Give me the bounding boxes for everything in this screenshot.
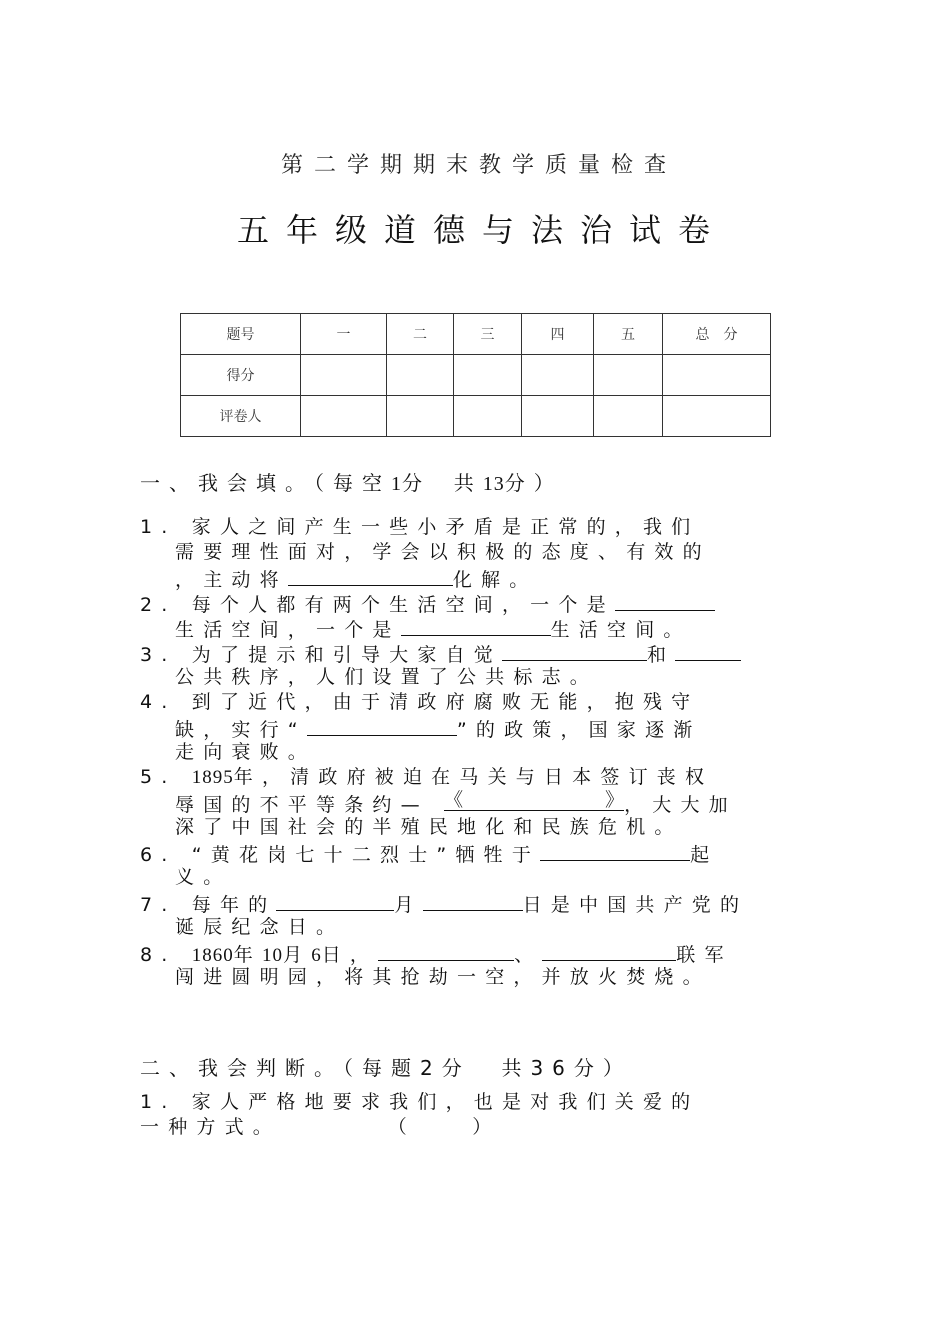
question-text: 月	[394, 894, 423, 916]
question-text: 走向衰败。	[175, 741, 317, 763]
s1-q3-line1	[140, 640, 741, 665]
question-text: 公共秩序，人们设置了公共标志。	[175, 666, 599, 688]
question-text: 月	[282, 944, 312, 966]
day-number: 6	[311, 945, 322, 966]
answer-blank[interactable]	[502, 640, 647, 661]
question-text: 每年的	[191, 894, 277, 916]
s1-q7-line2	[175, 915, 344, 940]
s2-q1-line1	[140, 1090, 699, 1115]
section1-heading-text: 一、我会填。（每空	[140, 471, 391, 495]
answer-parentheses[interactable]: （ ）	[387, 1116, 501, 1138]
header-cell: 三	[454, 314, 522, 355]
s1-q4-line1	[140, 690, 699, 715]
section2-heading-text: 二、我会判断。（每题	[140, 1056, 420, 1080]
answer-blank[interactable]	[307, 715, 457, 736]
question-text: 日，	[321, 944, 379, 966]
answer-blank[interactable]	[378, 940, 514, 961]
row-label: 评卷人	[181, 396, 301, 437]
s1-q5-line1	[140, 765, 713, 790]
question-text: 辱国的不平等条约—	[175, 794, 429, 816]
question-text: 家人严格地要求我们，也是对我们关爱的	[191, 1091, 700, 1113]
question-text: 生活空间。	[550, 619, 692, 641]
score-cell[interactable]	[454, 355, 522, 396]
question-text: ，大大加	[624, 794, 737, 816]
month-number: 10	[261, 945, 283, 966]
question-text: 到了近代，由于清政府腐败无能，抱残守	[191, 691, 700, 713]
s1-q8-line2	[175, 965, 711, 990]
section1-points-each: 1分	[391, 473, 423, 495]
book-title-close-mark: 》	[605, 789, 625, 811]
question-text: 为了提示和引导大家自觉	[191, 644, 502, 666]
score-cell[interactable]	[301, 355, 387, 396]
question-number: 6.	[140, 844, 177, 866]
s1-q4-line2	[175, 715, 702, 740]
row-label: 得分	[181, 355, 301, 396]
question-text: 和	[646, 644, 676, 666]
section1-heading-end: 分）	[504, 471, 563, 495]
question-number: 1.	[140, 516, 177, 538]
question-number: 3.	[140, 644, 177, 666]
exam-title: 五年级道德与法治试卷	[236, 211, 727, 249]
score-table	[180, 313, 771, 437]
section1-points-total: 13	[482, 473, 505, 495]
s1-q2-line2	[175, 615, 692, 640]
section2-points-total: 36	[530, 1056, 574, 1080]
s1-q5-line3	[175, 815, 683, 840]
grader-cell[interactable]	[387, 396, 454, 437]
header-cell: 题号	[181, 314, 301, 355]
section2-heading-end: 分）	[573, 1056, 632, 1080]
s1-q5-line2	[175, 790, 737, 815]
question-text: 年，清政府被迫在马关与日本签订丧权	[233, 766, 714, 788]
s1-q1-line1	[140, 515, 699, 540]
score-cell[interactable]	[387, 355, 454, 396]
question-text: 缺，实行“	[175, 719, 307, 741]
header-cell: 四	[522, 314, 594, 355]
answer-blank[interactable]	[276, 890, 394, 911]
score-table-header-row	[181, 314, 771, 355]
s1-q4-line3	[175, 740, 316, 765]
question-text: 深了中国社会的半殖民地化和民族危机。	[175, 816, 683, 838]
question-number: 5.	[140, 766, 177, 788]
answer-blank[interactable]	[542, 940, 676, 961]
answer-blank[interactable]	[540, 840, 690, 861]
exam-subtitle: 第二学期期末教学质量检查	[280, 153, 677, 178]
question-text: ，主动将	[175, 569, 288, 591]
s1-q1-line2	[175, 540, 711, 565]
section2-points-each: 2分	[420, 1056, 471, 1080]
question-text: 年	[233, 944, 262, 966]
s1-q8-line1	[140, 940, 733, 965]
s1-q2-line1	[140, 590, 715, 615]
question-text: 生活空间，一个是	[175, 619, 401, 641]
section1-heading	[140, 467, 563, 496]
question-number: 4.	[140, 691, 177, 713]
s1-q6-line2	[175, 865, 231, 890]
question-text: 、	[514, 944, 543, 966]
grader-cell[interactable]	[594, 396, 663, 437]
grader-cell[interactable]	[301, 396, 387, 437]
year-number: 1860	[191, 945, 234, 966]
question-text: 化解。	[452, 569, 538, 591]
score-cell[interactable]	[663, 355, 771, 396]
question-number: 1.	[140, 1091, 177, 1113]
question-text: 闯进圆明园，将其抢劫一空，并放火焚烧。	[175, 966, 711, 988]
question-text: 一种方式。	[140, 1116, 282, 1138]
answer-blank[interactable]	[675, 640, 741, 661]
question-text: 需要理性面对，学会以积极的态度、有效的	[175, 541, 711, 563]
question-text: 每个人都有两个生活空间，一个是	[191, 594, 615, 616]
header-cell: 总 分	[663, 314, 771, 355]
s1-q7-line1	[140, 890, 748, 915]
score-cell[interactable]	[522, 355, 594, 396]
section2-heading-mid: 共	[501, 1056, 531, 1080]
grader-cell[interactable]	[454, 396, 522, 437]
year-number: 1895	[191, 767, 234, 788]
answer-blank[interactable]	[401, 615, 551, 636]
s2-q1-line2	[140, 1115, 501, 1140]
question-number: 2.	[140, 594, 177, 616]
section2-heading	[140, 1052, 632, 1081]
header-cell: 五	[594, 314, 663, 355]
answer-blank[interactable]	[444, 790, 624, 811]
score-cell[interactable]	[594, 355, 663, 396]
header-cell: 二	[387, 314, 454, 355]
grader-cell[interactable]	[522, 396, 594, 437]
question-number: 8.	[140, 944, 177, 966]
answer-blank[interactable]	[615, 590, 715, 611]
question-text: 日是中国共产党的	[522, 894, 749, 916]
question-text: 义。	[175, 866, 232, 888]
grader-cell[interactable]	[663, 396, 771, 437]
answer-blank[interactable]	[288, 565, 453, 586]
book-title-open-mark: 《	[444, 789, 464, 811]
question-text: ”的政策，国家逐渐	[456, 719, 702, 741]
s1-q1-line3	[175, 565, 537, 590]
question-text: 家人之间产生一些小矛盾是正常的，我们	[191, 516, 700, 538]
question-text: 起	[690, 844, 719, 866]
grader-row	[181, 396, 771, 437]
section1-heading-mid: 共	[453, 471, 483, 495]
question-number: 7.	[140, 894, 177, 916]
s1-q6-line1	[140, 840, 718, 865]
answer-blank[interactable]	[423, 890, 523, 911]
s1-q3-line2	[175, 665, 598, 690]
score-row	[181, 355, 771, 396]
question-text: 诞辰纪念日。	[175, 916, 345, 938]
question-text: 联军	[676, 944, 733, 966]
header-cell: 一	[301, 314, 387, 355]
question-text: “黄花岗七十二烈士”牺牲于	[191, 844, 541, 866]
